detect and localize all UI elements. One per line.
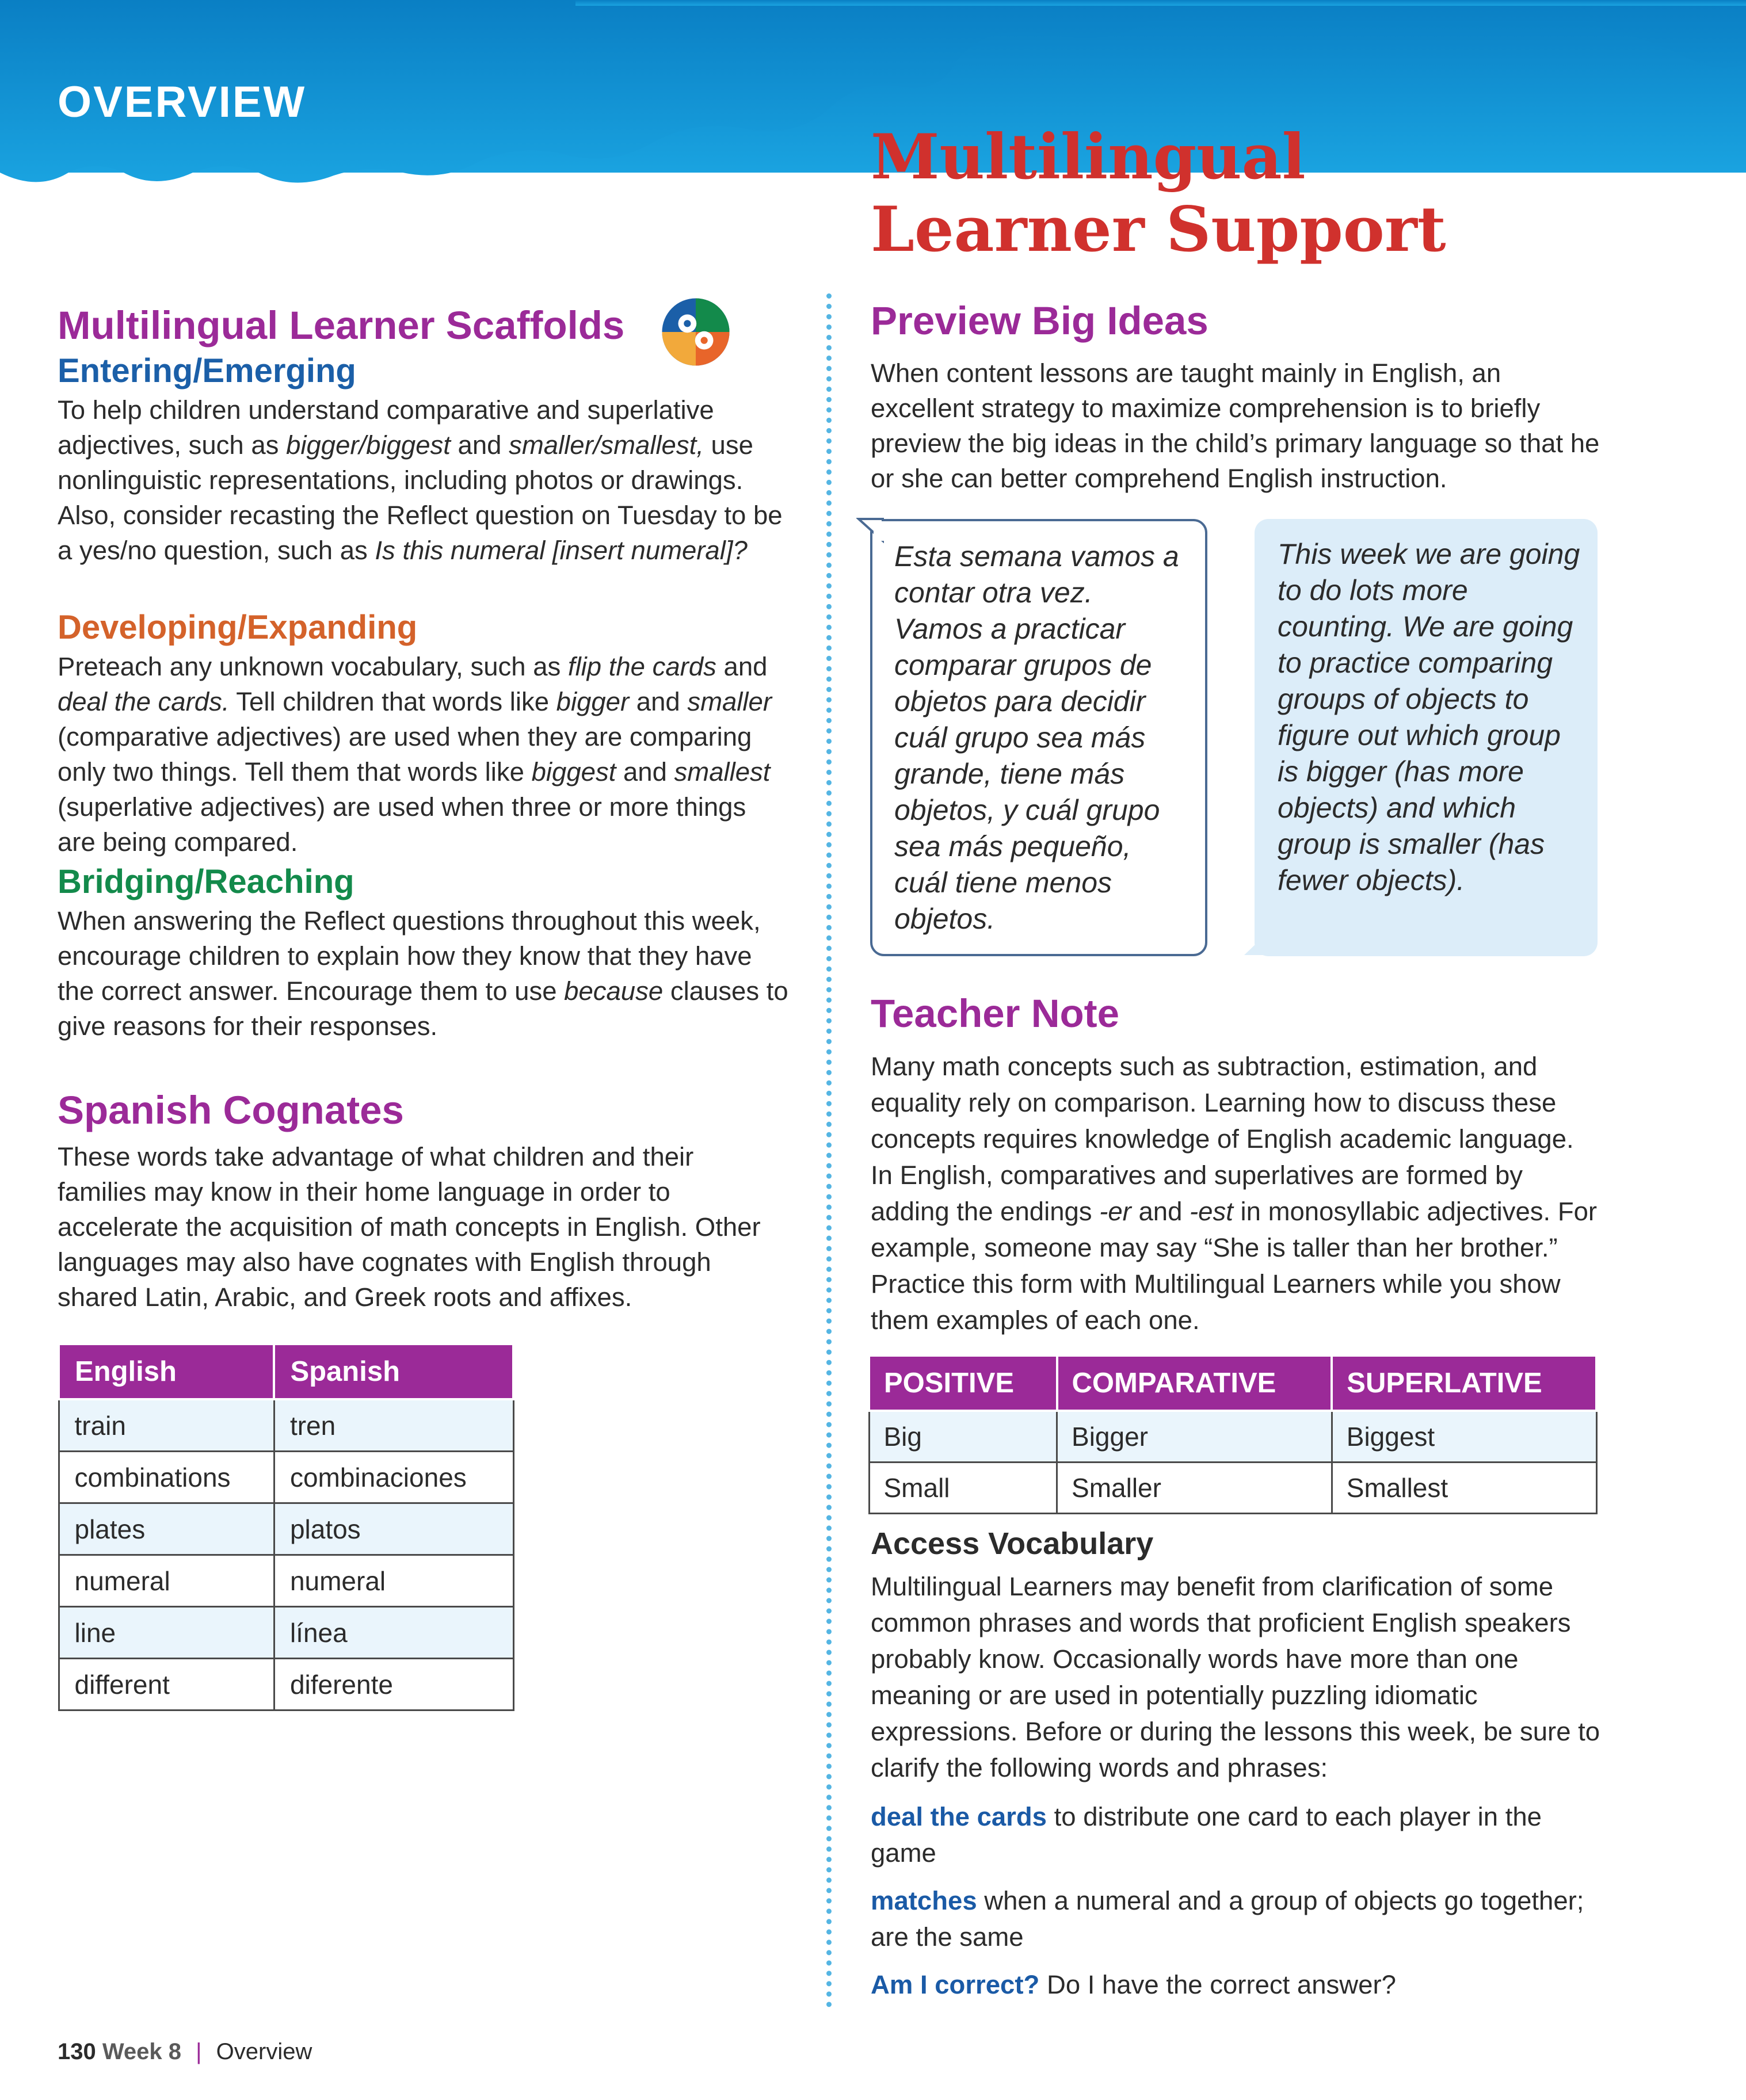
table-cell: Big (869, 1411, 1057, 1463)
spanish-cognates-text: These words take advantage of what children and their families may know in their home language in order to accelerate the acquisition of math concepts in English. Other languages may also have cognates with English through shared Latin, Arabic, and Greek roots and affixes. (58, 1142, 761, 1312)
table-row (59, 1503, 513, 1555)
table-cell: different (59, 1659, 274, 1710)
adjective-forms-table (868, 1354, 1598, 1514)
cognates-table (58, 1343, 514, 1711)
footer-week: Week 8 (102, 2039, 182, 2064)
table-cell: platos (274, 1503, 513, 1555)
preview-big-ideas-heading: Preview Big Ideas (871, 299, 1209, 343)
table-header-row (59, 1344, 513, 1399)
column-header: SUPERLATIVE (1332, 1356, 1596, 1411)
developing-expanding-heading: Developing/Expanding (58, 609, 418, 646)
table-cell: combinations (59, 1452, 274, 1503)
multilingual-learners-icon (661, 297, 731, 367)
table-cell: línea (274, 1607, 513, 1659)
vocab-term: matches (871, 1886, 977, 1915)
table-cell: combinaciones (274, 1452, 513, 1503)
scaffolds-heading: Multilingual Learner Scaffolds (58, 303, 625, 348)
table-cell: tren (274, 1399, 513, 1452)
table-row (59, 1399, 513, 1452)
spanish-bubble-text: Esta semana vamos a contar otra vez. Vamos a practicar comparar grupos de objetos para decidir cuál grupo sea más grande, tiene más objetos, y cuál grupo sea más pequeño, cuál tiene menos objetos. (894, 540, 1179, 935)
table-cell: Bigger (1057, 1411, 1332, 1463)
table-row (869, 1463, 1596, 1514)
vocab-term: Am I correct? (871, 1970, 1040, 1999)
spanish-speech-bubble (870, 519, 1207, 956)
table-row (869, 1411, 1596, 1463)
english-speech-bubble (1255, 519, 1598, 956)
teacher-note-text: Many math concepts such as subtraction, estimation, and equality rely on comparison. Learning how to discuss these concepts requires knowledge of English academic language. In English, comparatives and superlatives are formed by adding the endings -er and -est in monosyllabic adjectives. For example, someone may say “She is taller than her brother.” Practice this form with Multilingual Learners while you show them examples of each one. (871, 1052, 1598, 1335)
table-row (59, 1555, 513, 1607)
access-vocabulary-heading: Access Vocabulary (871, 1526, 1154, 1561)
column-header: Spanish (274, 1344, 513, 1399)
vocab-definition: Do I have the correct answer? (1039, 1970, 1396, 1999)
table-row (59, 1659, 513, 1710)
table-header-row (869, 1356, 1596, 1411)
table-cell: Small (869, 1463, 1057, 1514)
page-title-line-1: Multilingual (871, 121, 1306, 193)
speech-bubble-tail (856, 518, 884, 543)
vocab-item (871, 1967, 1602, 2003)
table-cell: diferente (274, 1659, 513, 1710)
vocab-definition: to distribute one card to each player in the game (871, 1802, 1542, 1868)
speech-bubble-tail (1243, 927, 1272, 956)
page-footer (58, 2039, 312, 2065)
vocab-item (871, 1799, 1602, 1871)
table-cell: Smallest (1332, 1463, 1596, 1514)
page-title-line-2: Learner Support (871, 193, 1446, 266)
bridging-reaching-text: When answering the Reflect questions throughout this week, encourage children to explain how they know that they have the correct answer. Encourage them to use because clauses to give reasons for their responses. (58, 906, 788, 1041)
entering-emerging-heading: Entering/Emerging (58, 352, 356, 390)
entering-emerging-text: To help children understand comparative and superlative adjectives, such as bigger/biggest and smaller/smallest, use nonlinguistic representations, including photos or drawings. Also, consider recasting the Reflect question on Tuesday to be a yes/no question, such as Is this numeral [insert numeral]? (58, 395, 783, 565)
table-cell: line (59, 1607, 274, 1659)
vocab-item (871, 1883, 1602, 1955)
footer-section: Overview (216, 2039, 312, 2064)
table-cell: plates (59, 1503, 274, 1555)
column-header: COMPARATIVE (1057, 1356, 1332, 1411)
table-cell: numeral (274, 1555, 513, 1607)
developing-expanding-text: Preteach any unknown vocabulary, such as flip the cards and deal the cards. Tell children that words like bigger and smaller (comparative adjectives) are used when they are comparing only two things. Tell them that words like biggest and smallest (superlative adjectives) are used when three or more things are being compared. (58, 652, 772, 857)
page-number: 130 (58, 2039, 96, 2064)
table-cell: Smaller (1057, 1463, 1332, 1514)
table-row (59, 1452, 513, 1503)
column-header: English (59, 1344, 274, 1399)
spanish-cognates-heading: Spanish Cognates (58, 1088, 404, 1132)
column-header: POSITIVE (869, 1356, 1057, 1411)
teacher-note-heading: Teacher Note (871, 991, 1120, 1036)
column-divider (826, 293, 832, 2008)
table-cell: Biggest (1332, 1411, 1596, 1463)
vocab-definition: when a numeral and a group of objects go together; are the same (871, 1886, 1584, 1952)
page-title (871, 121, 1446, 266)
table-row (59, 1607, 513, 1659)
footer-separator: | (196, 2039, 202, 2064)
section-label: OVERVIEW (58, 78, 307, 127)
table-cell: train (59, 1399, 274, 1452)
vocab-term: deal the cards (871, 1802, 1047, 1831)
table-cell: numeral (59, 1555, 274, 1607)
preview-big-ideas-text: When content lessons are taught mainly in English, an excellent strategy to maximize comprehension is to briefly preview the big ideas in the child’s primary language so that he or she can better comprehend English instruction. (871, 358, 1600, 493)
bridging-reaching-heading: Bridging/Reaching (58, 863, 354, 900)
english-bubble-text: This week we are going to do lots more counting. We are going to practice comparing groups of objects to figure out which group is bigger (has more objects) and which group is smaller (has fewer objects). (1278, 538, 1580, 896)
access-vocabulary-text: Multilingual Learners may benefit from clarification of some common phrases and words that proficient English speakers probably know. Occasionally words have more than one meaning or are used in potentially puzzling idiomatic expressions. Before or during the lessons this week, be sure to clarify the following words and phrases: (871, 1572, 1600, 1782)
